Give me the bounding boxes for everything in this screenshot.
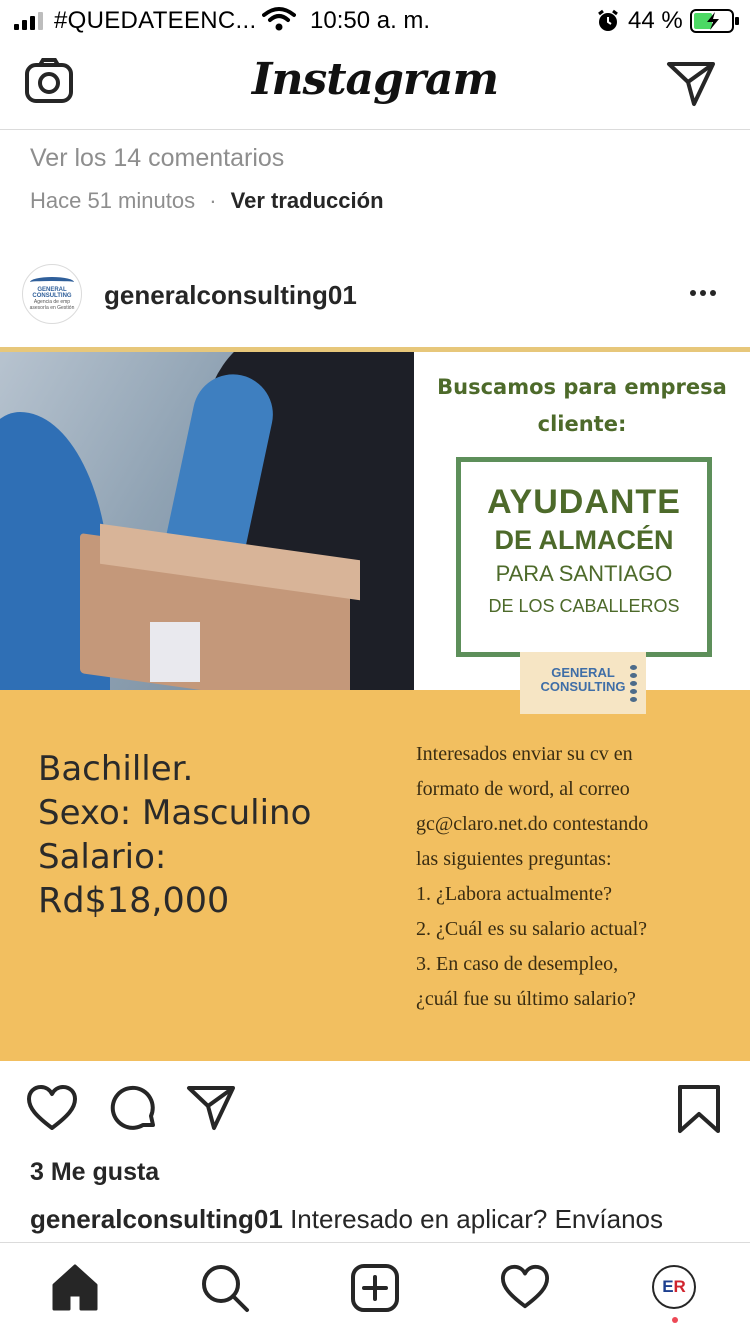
signal-strength-icon [14,12,43,30]
status-time: 10:50 a. m. [310,7,431,34]
requirement-education: Bachiller. [38,749,194,789]
like-heart-icon[interactable] [26,1084,78,1132]
instruction-line: formato de word, al correo [416,778,630,800]
instagram-logo[interactable]: Instagram [251,54,499,105]
avatar-text-3: Agencia de emp [33,299,71,305]
wifi-icon [262,6,296,32]
profile-initial-r: R [673,1277,686,1296]
avatar-text-2: CONSULTING [32,293,72,299]
job-title-line-4: DE LOS CABALLEROS [488,596,680,616]
carrier-name: #QUEDATEENC... [54,7,257,34]
job-intro-line-2: cliente: [537,412,627,436]
logo-text-2: CONSULTING [540,679,626,694]
meta-separator: · [209,188,217,213]
job-title-frame [456,457,712,657]
post-meta [30,188,384,214]
instruction-line: las siguientes preguntas: [416,848,612,870]
post-actions [0,1078,750,1142]
logo-swoosh [30,277,74,287]
profile-avatar[interactable] [652,1265,696,1309]
caption-username[interactable]: generalconsulting01 [30,1204,283,1234]
job-requirements [38,747,311,923]
job-intro-line-1: Buscamos para empresa [437,375,727,399]
application-instructions [416,737,648,1017]
direct-message-icon[interactable] [666,60,716,108]
battery-percent: 44 % [628,7,683,34]
view-comments-link[interactable]: Ver los 14 comentarios [30,144,285,172]
bottom-tab-bar [0,1242,750,1334]
post-username[interactable]: generalconsulting01 [104,280,357,310]
status-bar [0,0,750,42]
comment-icon[interactable] [108,1084,158,1134]
share-icon[interactable] [186,1084,236,1132]
requirement-sex: Sexo: Masculino [38,793,312,833]
instruction-line: Interesados enviar su cv en [416,743,633,765]
post-caption [30,1204,663,1235]
job-title-line-3: PARA SANTIAGO [495,561,673,586]
profile-initial-e: E [662,1277,674,1296]
avatar[interactable] [22,264,82,324]
logo-text-1: GENERAL [551,665,615,680]
requirement-salary-label: Salario: [38,837,167,877]
package-delivery-photo [0,352,414,690]
likes-count[interactable]: 3 Me gusta [30,1158,160,1186]
home-icon[interactable] [50,1263,100,1313]
more-options-icon[interactable] [690,290,716,296]
activity-heart-icon[interactable] [500,1263,550,1311]
post-header [0,252,750,342]
notification-dot [672,1317,678,1323]
instruction-line: ¿cuál fue su último salario? [416,988,636,1010]
caption-text: Interesado en aplicar? Envíanos [290,1204,663,1234]
app-header [0,42,750,130]
general-consulting-logo [520,652,646,714]
post-image[interactable] [0,347,750,1061]
see-translation-link[interactable]: Ver traducción [230,188,384,213]
battery-charging-icon [690,9,740,33]
instruction-line: 3. En caso de desempleo, [416,953,619,975]
save-bookmark-icon[interactable] [676,1084,722,1134]
time-ago: Hace 51 minutos [30,188,196,213]
avatar-text-1: GENERAL [37,287,67,293]
photo-box-label [150,622,200,682]
instruction-line: gc@claro.net.do contestando [416,813,649,835]
search-icon[interactable] [200,1263,250,1313]
create-post-icon[interactable] [350,1263,400,1313]
job-title-line-2: DE ALMACÉN [494,525,674,555]
logo-dots [624,662,642,702]
job-intro [414,369,750,443]
avatar-text-4: asesoría en Gestión [29,305,75,311]
instruction-line: 1. ¿Labora actualmente? [416,883,612,905]
requirement-salary-value: Rd$18,000 [38,881,230,921]
job-title-line-1: AYUDANTE [487,483,681,521]
instruction-line: 2. ¿Cuál es su salario actual? [416,918,648,940]
alarm-icon [596,8,620,34]
